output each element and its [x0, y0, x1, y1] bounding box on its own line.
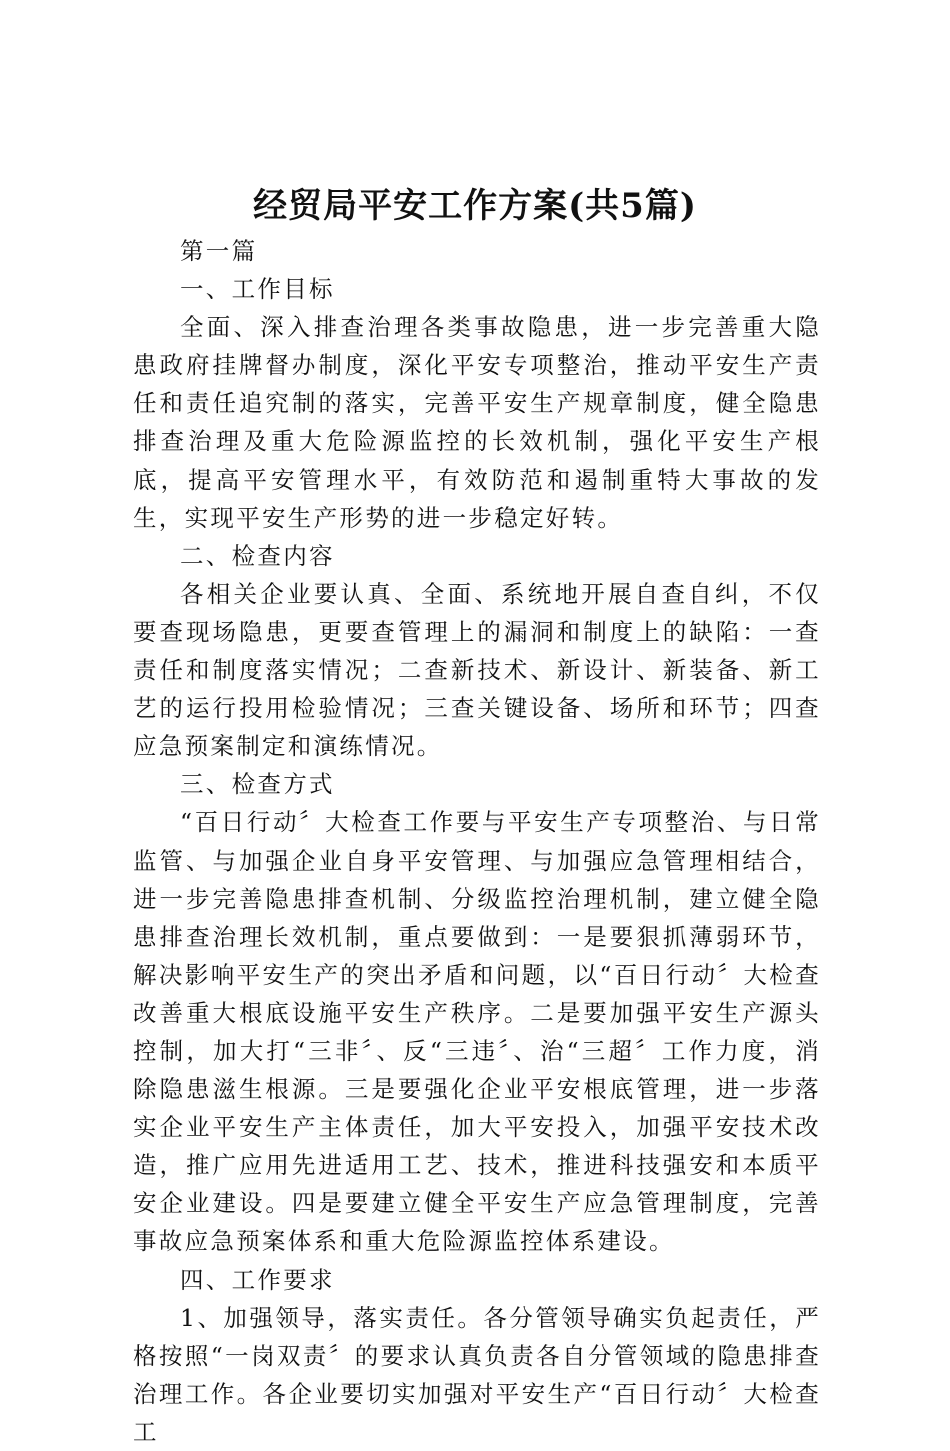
- section-heading: 二、检查内容: [180, 541, 335, 570]
- document-body: [133, 232, 821, 1451]
- document-title: 经贸局平安工作方案(共5篇): [253, 186, 697, 226]
- body-paragraph: 全面、深入排查治理各类事故隐患，进一步完善重大隐患政府挂牌督办制度，深化平安专项整治，推动平安生产责任和责任追究制的落实，完善平安生产规章制度，健全隐患排查治理及重大危险源监控的长效机制，强化平安生产根底，提高平安管理水平，有效防范和遏制重特大事故的发生，实现平安生产形势的进一步稳定好转。: [133, 313, 821, 532]
- body-paragraph: “百日行动〞大检查工作要与平安生产专项整治、与日常监管、与加强企业自身平安管理、与加强应急管理相结合，进一步完善隐患排查机制、分级监控治理机制，建立健全隐患排查治理长效机制，重点要做到：一是要狠抓薄弱环节，解决影响平安生产的突出矛盾和问题，以“百日行动〞大检查改善重大根底设施平安生产秩序。二是要加强平安生产源头控制，加大打“三非〞、反“三违〞、治“三超〞工作力度，消除隐患滋生根源。三是要强化企业平安根底管理，进一步落实企业平安生产主体责任，加大平安投入，加强平安技术改造，推广应用先进适用工艺、技术，推进科技强安和本质平安企业建设。四是要建立健全平安生产应急管理制度，完善事故应急预案体系和重大危险源监控体系建设。: [133, 808, 821, 1256]
- body-paragraph: 1、加强领导，落实责任。各分管领导确实负起责任，严格按照“一岗双责〞的要求认真负责各自分管领域的隐患排查治理工作。各企业要切实加强对平安生产“百日行动〞大检查工: [133, 1303, 821, 1446]
- body-paragraph: 各相关企业要认真、全面、系统地开展自查自纠，不仅要查现场隐患，更要查管理上的漏洞和制度上的缺陷：一查责任和制度落实情况；二查新技术、新设计、新装备、新工艺的运行投用检验情况；三查关键设备、场所和环节；四查应急预案制定和演练情况。: [133, 579, 821, 761]
- section-heading: 三、检查方式: [180, 770, 335, 799]
- section-heading: 四、工作要求: [180, 1265, 335, 1294]
- section-heading: 第一篇: [180, 237, 258, 265]
- section-heading: 一、工作目标: [180, 275, 335, 304]
